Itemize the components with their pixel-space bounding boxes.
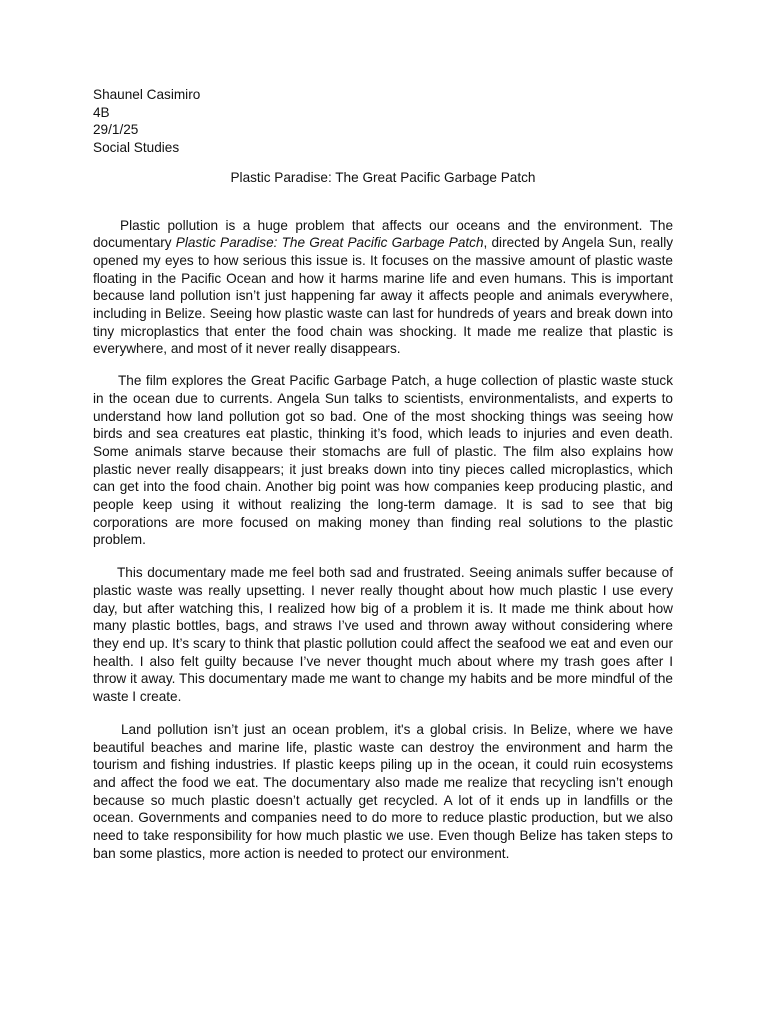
- film-title-italic: Plastic Paradise: The Great Pacific Garbage Patch: [175, 235, 484, 251]
- paragraph-2: The film explores the Great Pacific Garbage Patch, a huge collection of plastic waste stuck in the ocean due to currents. Angela Sun talks to scientists, environmentalists, and experts to understand how land pollution got so bad. One of the most shocking things was seeing how birds and sea creatures eat plastic, thinking it’s food, which leads to injuries and even death. Some animals starve because their stomachs are full of plastic. The film also explains how plastic never really disappears; it just breaks down into tiny pieces called microplastics, which can get into the food chain. Another big point was how companies keep producing plastic, and people keep using it without realizing the long-term damage. It is sad to see that big corporations are more focused on making money than finding real solutions to the plastic problem.: [93, 373, 673, 548]
- paragraph-1: [93, 217, 673, 359]
- subject: Social Studies: [93, 140, 180, 156]
- header-block: [93, 86, 673, 157]
- paragraph-1-rest: , directed by Angela Sun, really opened my eyes to how serious this issue is. It focuses on the massive amount of plastic waste floating in the Pacific Ocean and how it harms marine life and even humans. This is important because land pollution isn’t just happening far away it affects people and animals everywhere, including in Belize. Seeing how plastic waste can last for hundreds of years and break down into tiny microplastics that enter the food chain was shocking. It made me realize that plastic is everywhere, and most of it never really disappears.: [93, 235, 674, 357]
- essay-title: Plastic Paradise: The Great Pacific Garbage Patch: [230, 169, 536, 185]
- paragraph-4: Land pollution isn’t just an ocean problem, it's a global crisis. In Belize, where we have beautiful beaches and marine life, plastic waste can destroy the environment and harm the tourism and fishing industries. If plastic keeps piling up in the ocean, it could ruin ecosystems and affect the food we eat. The documentary also made me realize that recycling isn’t enough because so much plastic doesn’t actually get recycled. A lot of it ends up in landfills or the ocean. Governments and companies need to do more to reduce plastic production, but we also need to take responsibility for how much plastic we use. Even though Belize has taken steps to ban some plastics, more action is needed to protect our environment.: [93, 721, 673, 861]
- date: 29/1/25: [93, 122, 139, 138]
- class-name: 4B: [93, 104, 110, 120]
- document-page: [93, 86, 673, 862]
- paragraph-1-lead: Plastic pollution is a huge problem that affects our oceans and the environment. The documentary: [93, 217, 673, 251]
- author-name: Shaunel Casimiro: [93, 87, 201, 102]
- paragraph-3: This documentary made me feel both sad and frustrated. Seeing animals suffer because of plastic waste was really upsetting. I never really thought about how much plastic I use every day, but after watching this, I realized how big of a problem it is. It made me think about how many plastic bottles, bags, and straws I’ve used and thrown away without considering where they end up. It’s scary to think that plastic pollution could affect the seafood we eat and even our health. I also felt guilty because I’ve never thought much about where my trash goes after I throw it away. This documentary made me want to change my habits and be more mindful of the waste I create.: [93, 565, 673, 705]
